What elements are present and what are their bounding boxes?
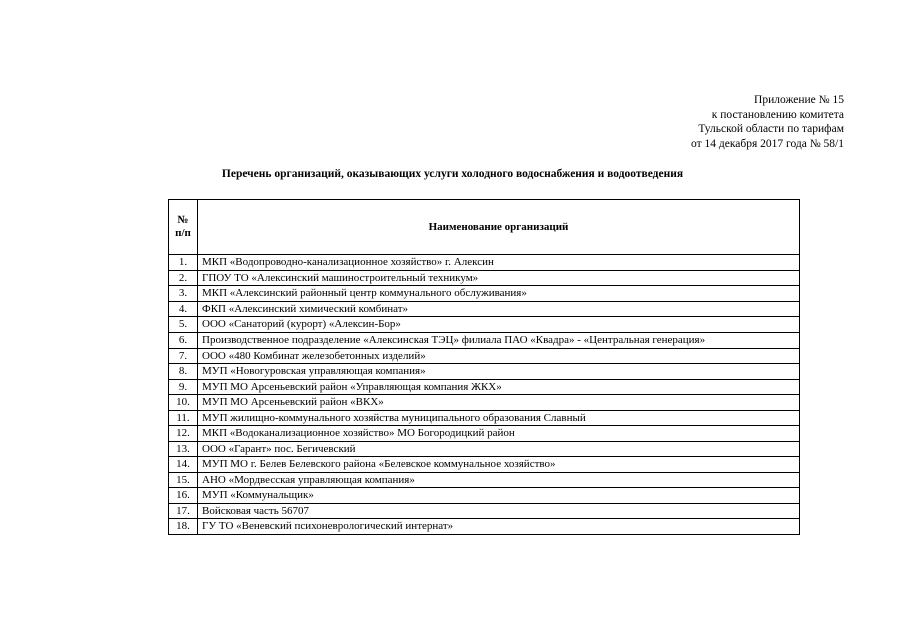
row-number: 15. (169, 472, 198, 488)
row-organization-name: МУП «Коммунальщик» (198, 488, 800, 504)
row-organization-name: МКП «Алексинский районный центр коммунального обслуживания» (198, 286, 800, 302)
table-header-row (169, 200, 800, 255)
row-number: 3. (169, 286, 198, 302)
row-number: 14. (169, 457, 198, 473)
appendix-number: Приложение № 15 (754, 94, 844, 106)
row-number: 10. (169, 395, 198, 411)
table-row (169, 364, 800, 380)
row-organization-name: ООО «Санаторий (курорт) «Алексин-Бор» (198, 317, 800, 333)
table-row (169, 301, 800, 317)
row-number: 6. (169, 332, 198, 348)
row-organization-name: МКП «Водоканализационное хозяйство» МО Богородицкий район (198, 426, 800, 442)
row-number: 9. (169, 379, 198, 395)
header-number-abbrev: п/п (175, 227, 191, 239)
row-number: 16. (169, 488, 198, 504)
appendix-header (691, 93, 844, 151)
row-organization-name: МКП «Водопроводно-канализационное хозяйство» г. Алексин (198, 255, 800, 271)
row-number: 12. (169, 426, 198, 442)
row-number: 17. (169, 503, 198, 519)
row-organization-name: МУП МО Арсеньевский район «Управляющая компания ЖКХ» (198, 379, 800, 395)
table-row (169, 519, 800, 535)
row-number: 8. (169, 364, 198, 380)
table-row (169, 270, 800, 286)
row-number: 13. (169, 441, 198, 457)
row-number: 7. (169, 348, 198, 364)
table-row (169, 286, 800, 302)
row-number: 4. (169, 301, 198, 317)
table-row (169, 348, 800, 364)
table-row (169, 426, 800, 442)
appendix-resolution: к постановлению комитета (711, 108, 844, 121)
header-number-symbol: № (177, 214, 189, 226)
row-organization-name: МУП жилищно-коммунального хозяйства муниципального образования Славный (198, 410, 800, 426)
header-organization-name: Наименование организаций (198, 200, 800, 255)
row-number: 1. (169, 255, 198, 271)
table-row (169, 379, 800, 395)
row-organization-name: МУП «Новогуровская управляющая компания» (198, 364, 800, 380)
table-row (169, 255, 800, 271)
row-organization-name: МУП МО Арсеньевский район «ВКХ» (198, 395, 800, 411)
table-row (169, 457, 800, 473)
header-number (169, 200, 198, 255)
table-row (169, 472, 800, 488)
document-title-text: Перечень организаций, оказывающих услуги холодного водоснабжения и водоотведения (221, 168, 684, 180)
organizations-table (168, 199, 800, 535)
table-row (169, 441, 800, 457)
table-row (169, 488, 800, 504)
table-row (169, 503, 800, 519)
table-row (169, 317, 800, 333)
row-number: 5. (169, 317, 198, 333)
table-row (169, 410, 800, 426)
row-organization-name: ООО «480 Комбинат железобетонных изделий» (198, 348, 800, 364)
row-organization-name: ГПОУ ТО «Алексинский машиностроительный техникум» (198, 270, 800, 286)
table-row (169, 332, 800, 348)
document-title (0, 168, 905, 180)
appendix-date: от 14 декабря 2017 года № 58/1 (691, 137, 844, 150)
row-number: 2. (169, 270, 198, 286)
row-organization-name: Производственное подразделение «Алексинская ТЭЦ» филиала ПАО «Квадра» - «Центральная генерация» (198, 332, 800, 348)
row-number: 11. (169, 410, 198, 426)
table-row (169, 395, 800, 411)
appendix-committee: Тульской области по тарифам (698, 123, 844, 135)
row-organization-name: МУП МО г. Белев Белевского района «Белевское коммунальное хозяйство» (198, 457, 800, 473)
row-organization-name: Войсковая часть 56707 (198, 503, 800, 519)
row-organization-name: ГУ ТО «Веневский психоневрологический интернат» (198, 519, 800, 535)
row-organization-name: ООО «Гарант» пос. Бегичевский (198, 441, 800, 457)
table-body (169, 255, 800, 535)
row-number: 18. (169, 519, 198, 535)
row-organization-name: ФКП «Алексинский химический комбинат» (198, 301, 800, 317)
row-organization-name: АНО «Мордвесская управляющая компания» (198, 472, 800, 488)
